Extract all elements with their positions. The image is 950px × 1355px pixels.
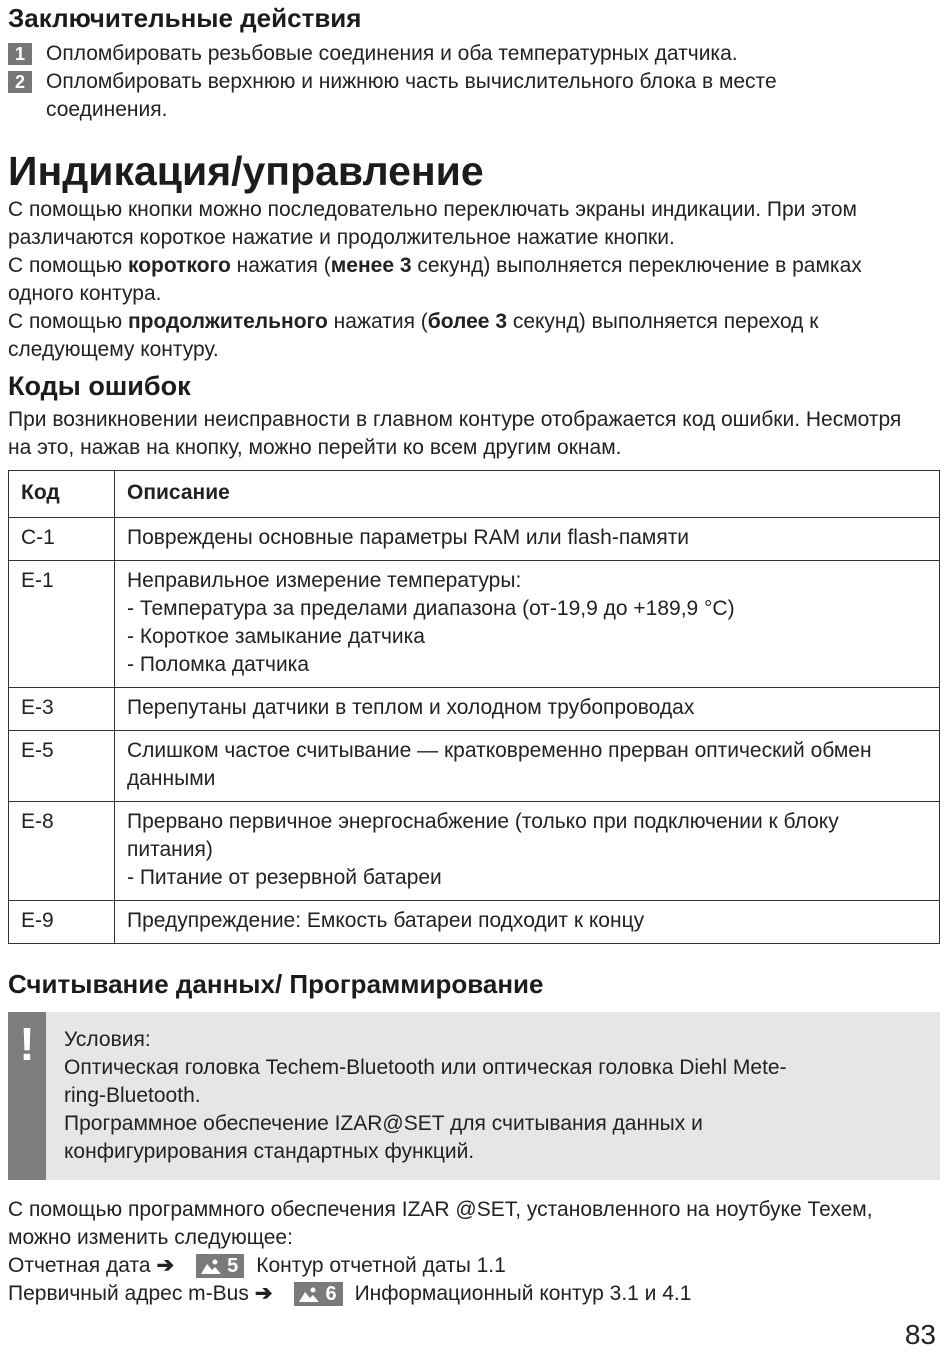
description-line: - Температура за пределами диапазона (от-19,9 до +189,9 °C) bbox=[127, 597, 735, 620]
figure-reference-badge bbox=[196, 1254, 244, 1278]
note-line: Программное обеспечение IZAR@SET для считывания данных и bbox=[64, 1112, 703, 1135]
step-number-badge: 1 bbox=[8, 43, 32, 65]
text-bold: продолжительного bbox=[127, 310, 328, 333]
text-bold: короткого bbox=[127, 254, 231, 277]
step-text: Опломбировать верхнюю и нижнюю часть вычислительного блока в месте соединения. bbox=[46, 70, 777, 121]
error-codes-intro: При возникновении неисправности в главном контуре отображается код ошибки. Несмотря на это, нажав на кнопку, можно перейти ко всем другим окнам. bbox=[8, 408, 902, 459]
column-header-code: Код bbox=[9, 471, 115, 518]
error-description-cell bbox=[115, 688, 940, 731]
note-line: Условия: bbox=[64, 1028, 151, 1051]
description-line: Повреждены основные параметры RAM или flash-памяти bbox=[127, 526, 690, 549]
setting-label: Первичный адрес m-Bus bbox=[8, 1282, 249, 1305]
indication-heading: Индикация/управление bbox=[8, 148, 484, 194]
step-item bbox=[8, 68, 942, 124]
description-line: - Короткое замыкание датчика bbox=[127, 625, 425, 648]
error-description-cell bbox=[115, 901, 940, 944]
error-description-cell bbox=[115, 802, 940, 901]
step-number-badge: 2 bbox=[8, 71, 32, 93]
text-bold: менее 3 bbox=[330, 254, 412, 277]
description-line: Прервано первичное энергоснабжение (только при подключении к блоку питания) bbox=[127, 810, 839, 861]
picture-icon bbox=[298, 1285, 320, 1303]
error-description-cell bbox=[115, 518, 940, 561]
text-run: нажатия ( bbox=[327, 310, 428, 333]
short-press-paragraph bbox=[8, 252, 908, 308]
error-code-cell: E-5 bbox=[9, 731, 115, 802]
table-row bbox=[9, 561, 940, 688]
text-run: секунд) выполняется переключение в рамках одного контура. bbox=[8, 254, 862, 305]
arrow-right-icon: ➔ bbox=[156, 1254, 175, 1277]
requirements-note bbox=[8, 1012, 940, 1180]
step-item bbox=[8, 40, 942, 68]
error-codes-table bbox=[8, 470, 940, 944]
note-line: ring-Bluetooth. bbox=[64, 1084, 201, 1107]
final-actions-steps bbox=[8, 40, 942, 124]
text-run: секунд) выполняется переход к следующему контуру. bbox=[8, 310, 819, 361]
requirements-note-text bbox=[46, 1012, 805, 1180]
table-row bbox=[9, 688, 940, 731]
description-line: Слишком частое считывание — кратковременно прерван оптический обмен данными bbox=[127, 739, 872, 790]
figure-number: 6 bbox=[325, 1283, 337, 1305]
error-codes-table-body bbox=[9, 518, 940, 944]
description-line: - Питание от резервной батареи bbox=[127, 866, 442, 889]
step-text: Опломбировать резьбовые соединения и оба температурных датчика. bbox=[46, 42, 738, 65]
figure-reference-badge bbox=[294, 1282, 342, 1306]
description-line: Неправильное измерение температуры: bbox=[127, 569, 522, 592]
description-line: Предупреждение: Емкость батареи подходит к концу bbox=[127, 909, 645, 932]
table-row bbox=[9, 731, 940, 802]
error-code-cell: E-9 bbox=[9, 901, 115, 944]
warning-icon: ! bbox=[8, 1012, 46, 1180]
error-description-cell bbox=[115, 561, 940, 688]
setting-target: Контур отчетной даты 1.1 bbox=[256, 1254, 506, 1277]
note-line: конфигурирования стандартных функций. bbox=[64, 1140, 475, 1163]
table-row bbox=[9, 802, 940, 901]
error-codes-heading: Коды ошибок bbox=[8, 371, 191, 401]
setting-target: Информационный контур 3.1 и 4.1 bbox=[354, 1282, 692, 1305]
indication-paragraph: С помощью кнопки можно последовательно переключать экраны индикации. При этом различаются короткое нажатие и продолжительное нажатие кнопки. bbox=[8, 198, 857, 249]
picture-icon bbox=[200, 1257, 222, 1275]
error-code-cell: E-8 bbox=[9, 802, 115, 901]
text-run: С помощью bbox=[8, 310, 128, 333]
error-code-cell: C-1 bbox=[9, 518, 115, 561]
note-line: Оптическая головка Techem-Bluetooth или оптическая головка Diehl Mete- bbox=[64, 1056, 787, 1079]
text-run: нажатия ( bbox=[230, 254, 331, 277]
column-header-description: Описание bbox=[115, 471, 940, 518]
table-header-row bbox=[9, 471, 940, 518]
arrow-right-icon: ➔ bbox=[254, 1282, 273, 1305]
readout-intro: С помощью программного обеспечения IZAR @SET, установленного на ноутбуке Техем, можно изменить следующее: bbox=[8, 1198, 873, 1249]
description-line: Перепутаны датчики в теплом и холодном трубопроводах bbox=[127, 696, 695, 719]
table-row bbox=[9, 518, 940, 561]
setting-references bbox=[8, 1252, 942, 1308]
error-description-cell bbox=[115, 731, 940, 802]
document-page bbox=[8, 0, 942, 1308]
final-actions-heading: Заключительные действия bbox=[8, 3, 362, 33]
readout-heading: Считывание данных/ Программирование bbox=[8, 969, 544, 999]
setting-reference bbox=[8, 1280, 942, 1308]
error-code-cell: E-3 bbox=[9, 688, 115, 731]
long-press-paragraph bbox=[8, 308, 908, 364]
table-row bbox=[9, 901, 940, 944]
setting-reference bbox=[8, 1252, 942, 1280]
description-line: - Поломка датчика bbox=[127, 653, 309, 676]
figure-number: 5 bbox=[227, 1255, 239, 1277]
setting-label: Отчетная дата bbox=[8, 1254, 151, 1277]
error-code-cell: E-1 bbox=[9, 561, 115, 688]
text-run: С помощью bbox=[8, 254, 128, 277]
text-bold: более 3 bbox=[427, 310, 507, 333]
page-number: 83 bbox=[904, 1319, 936, 1350]
